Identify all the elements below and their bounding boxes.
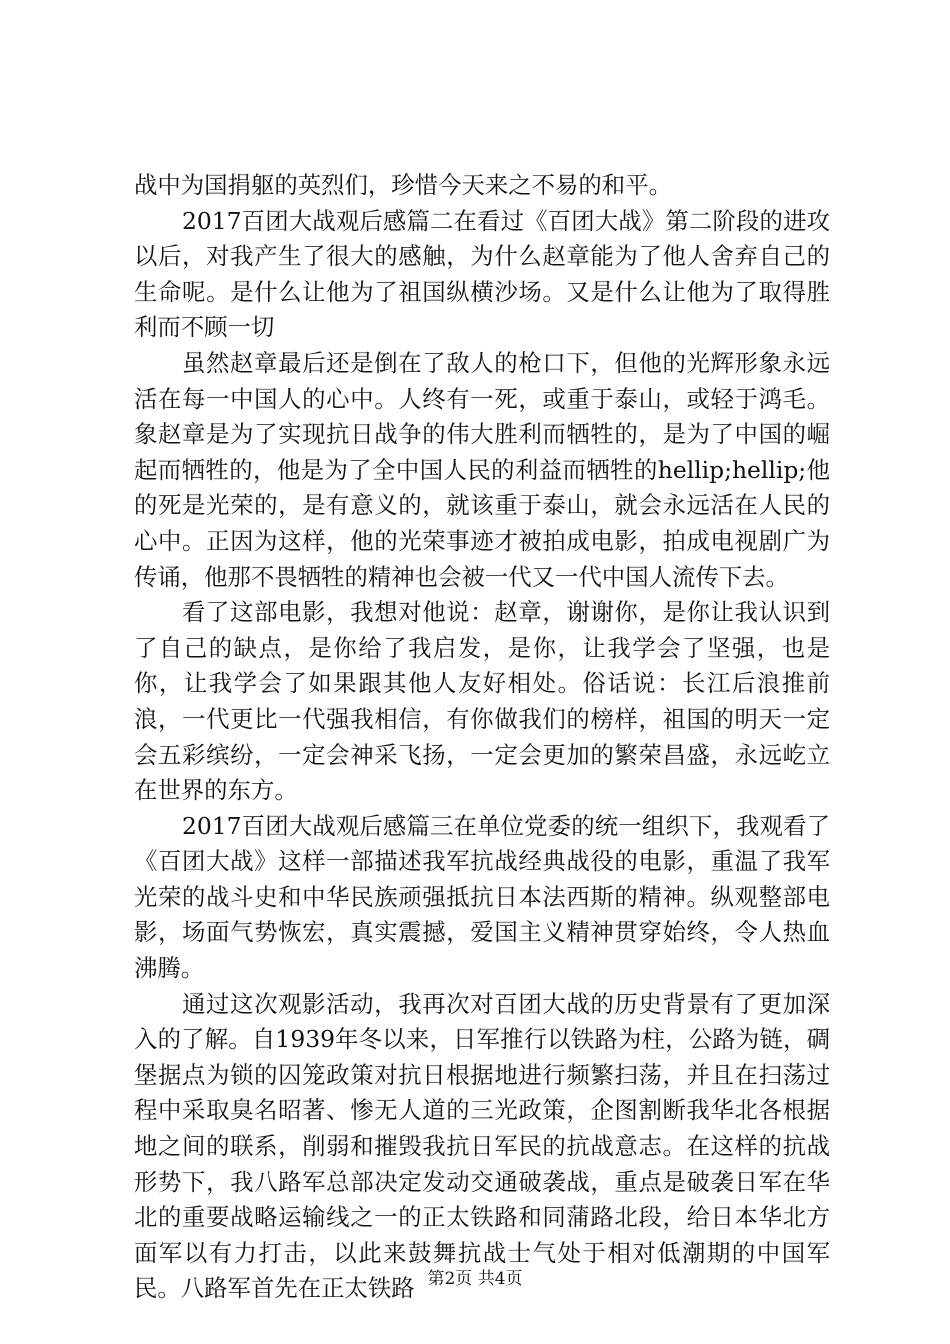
- paragraph-6: 通过这次观影活动，我再次对百团大战的历史背景有了更加深入的了解。自1939年冬以来，日军推行以铁路为柱，公路为链，碉堡据点为锁的囚笼政策对抗日根据地进行频繁扫荡，并且在扫荡过程中采取臭名昭著、惨无人道的三光政策，企图割断我华北各根据地之间的联系，削弱和摧毁我抗日军民的抗战意志。在这样的抗战形势下，我八路军总部决定发动交通破袭战，重点是破袭日军在华北的重要战略运输线之一的正太铁路和同蒲路北段，给日本华北方面军以有力打击，以此来鼓舞抗战士气处于相对低潮期的中国军民。八路军首先在正太铁路: [134, 989, 830, 1303]
- paragraph-3: 虽然赵章最后还是倒在了敌人的枪口下，但他的光辉形象永远活在每一中国人的心中。人终有一死，或重于泰山，或轻于鸿毛。象赵章是为了实现抗日战争的伟大胜利而牺牲的，是为了中国的崛起而牺牲的，他是为了全中国人民的利益而牺牲的hellip;hellip;他的死是光荣的，是有意义的，就该重于泰山，就会永远活在人民的心中。正因为这样，他的光荣事迹才被拍成电影，拍成电视剧广为传诵，他那不畏牺牲的精神也会被一代又一代中国人流传下去。: [134, 348, 830, 591]
- paragraph-1: 战中为国捐躯的英烈们，珍惜今天来之不易的和平。: [134, 171, 672, 199]
- paragraph-2: 2017百团大战观后感篇二在看过《百团大战》第二阶段的进攻以后，对我产生了很大的感触，为什么赵章能为了他人舍弃自己的生命呢。是什么让他为了祖国纵横沙场。又是什么让他为了取得胜利而不顾一切: [134, 206, 830, 342]
- paragraph-4: 看了这部电影，我想对他说：赵章，谢谢你，是你让我认识到了自己的缺点，是你给了我启发，是你，让我学会了坚强，也是你，让我学会了如果跟其他人友好相处。俗话说：长江后浪推前浪，一代更比一代强我相信，有你做我们的榜样，祖国的明天一定会五彩缤纷，一定会神采飞扬，一定会更加的繁荣昌盛，永远屹立在世界的东方。: [134, 598, 830, 805]
- page-number-footer: 第2页 共4页: [427, 1269, 523, 1289]
- document-body: [134, 168, 830, 1307]
- paragraph-5: 2017百团大战观后感篇三在单位党委的统一组织下，我观看了《百团大战》这样一部描述我军抗战经典战役的电影，重温了我军光荣的战斗史和中华民族顽强抵抗日本法西斯的精神。纵观整部电影，场面气势恢宏，真实震撼，爱国主义精神贯穿始终，令人热血沸腾。: [134, 811, 830, 983]
